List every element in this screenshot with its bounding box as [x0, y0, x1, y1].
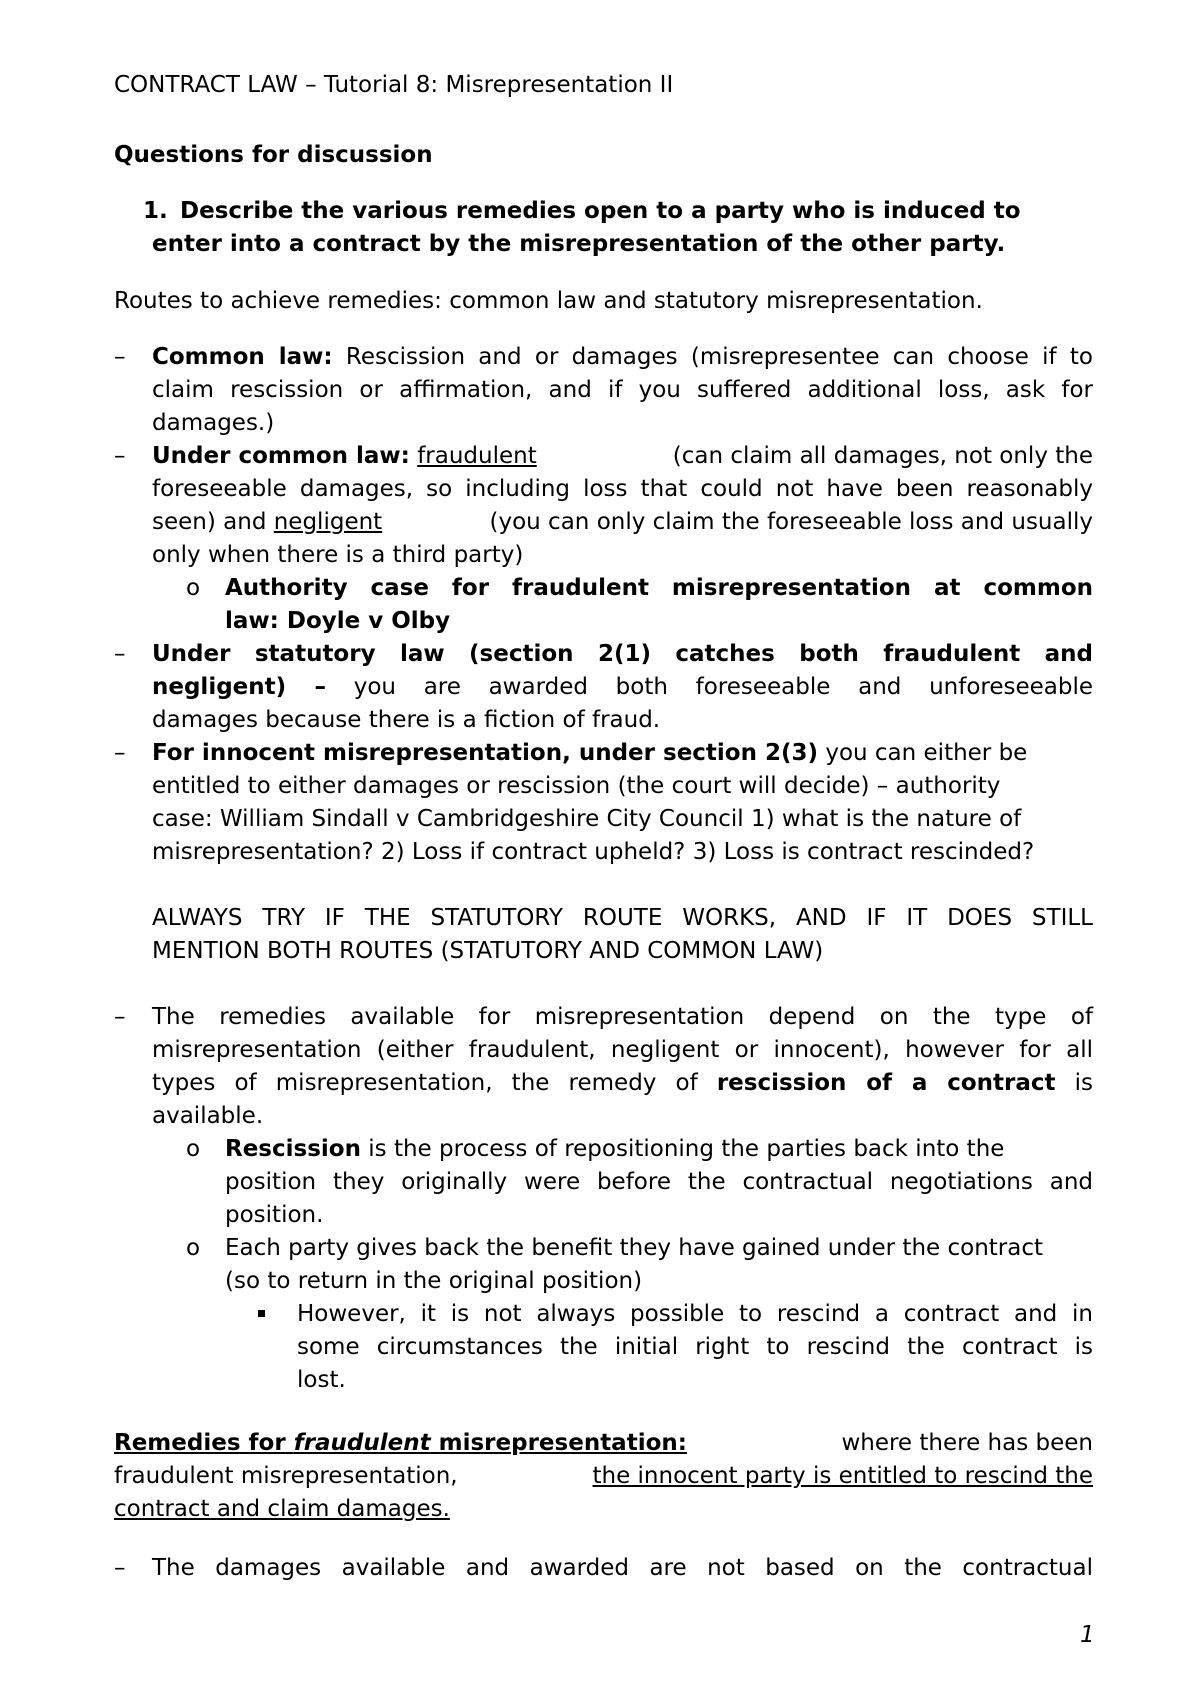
sub-bullet-rescission: Rescission is the process of repositioning the parties back into the: [225, 1136, 1005, 1162]
bullet-line: claim rescission or affirmation, and if you suffered additional loss, ask for: [152, 377, 1093, 403]
bullet-line: foreseeable damages, so including loss that could not have been reasonably: [152, 476, 1093, 502]
circle-bullet: o: [186, 1136, 201, 1162]
sub-bullet-line: (so to return in the original position): [225, 1268, 643, 1294]
sub-bullet-line: law: Doyle v Olby: [225, 608, 451, 634]
square-bullet-line: lost.: [297, 1367, 346, 1393]
bullet-common-law: Common law: Rescission and or damages (misrepresentee can choose if to: [152, 344, 1093, 370]
sub-bullet-authority: Authority case for fraudulent misrepresentation at common: [225, 575, 1093, 601]
bullet-line: only when there is a third party): [152, 542, 524, 568]
bullet-remedies: The remedies available for misrepresentation depend on the type of: [152, 1004, 1093, 1030]
dash-bullet: –: [114, 1555, 126, 1581]
sub-bullet-line: position.: [225, 1202, 324, 1228]
bullet-line: misrepresentation (either fraudulent, negligent or innocent), however for all: [152, 1037, 1093, 1063]
section-heading: Questions for discussion: [114, 142, 433, 168]
routes-paragraph: Routes to achieve remedies: common law and statutory misrepresentation.: [114, 288, 983, 314]
bullet-line: misrepresentation? 2) Loss if contract upheld? 3) Loss is contract rescinded?: [152, 839, 1035, 865]
dash-bullet: –: [114, 443, 126, 469]
bullet-line: available.: [152, 1103, 264, 1129]
question-number: 1.: [143, 198, 168, 224]
bullet-line: seen) and negligent (you can only claim the foreseeable loss and usually: [152, 509, 1093, 535]
sub-bullet-line: position they originally were before the contractual negotiations and: [225, 1169, 1093, 1195]
bullet-line: damages.): [152, 410, 275, 436]
circle-bullet: o: [186, 575, 201, 601]
fraudulent-remedies-heading: Remedies for fraudulent misrepresentation: where there has been: [114, 1430, 1093, 1456]
bullet-line: damages because there is a fiction of fraud.: [152, 707, 661, 733]
paragraph-line: contract and claim damages.: [114, 1496, 450, 1522]
bullet-damages: The damages available and awarded are not based on the contractual: [152, 1555, 1093, 1581]
sub-bullet-each-party: Each party gives back the benefit they have gained under the contract: [225, 1235, 1044, 1261]
bullet-under-common-law: Under common law: fraudulent (can claim all damages, not only the: [152, 443, 1093, 469]
dash-bullet: –: [114, 740, 126, 766]
square-bullet-line: some circumstances the initial right to rescind the contract is: [297, 1334, 1093, 1360]
square-bullet-item: However, it is not always possible to rescind a contract and in: [297, 1301, 1093, 1327]
dash-bullet: –: [114, 1004, 126, 1030]
paragraph-line: fraudulent misrepresentation, the innocent party is entitled to rescind the: [114, 1463, 1093, 1489]
bullet-statutory: Under statutory law (section 2(1) catches both fraudulent and: [152, 641, 1093, 667]
bullet-line: case: William Sindall v Cambridgeshire City Council 1) what is the nature of: [152, 806, 1022, 832]
dash-bullet: –: [114, 344, 126, 370]
page-number: 1: [1080, 1622, 1095, 1648]
dash-bullet: –: [114, 641, 126, 667]
circle-bullet: o: [186, 1235, 201, 1261]
bullet-line: types of misrepresentation, the remedy of rescission of a contract is: [152, 1070, 1093, 1096]
page-header: CONTRACT LAW – Tutorial 8: Misrepresentation II: [114, 72, 674, 98]
bullet-line: negligent) – you are awarded both foreseeable and unforeseeable: [152, 674, 1094, 700]
caps-note: ALWAYS TRY IF THE STATUTORY ROUTE WORKS, AND IF IT DOES STILL: [152, 905, 1093, 931]
question-line: Describe the various remedies open to a party who is induced to: [180, 198, 1021, 224]
question-line: enter into a contract by the misrepresentation of the other party.: [152, 231, 1006, 257]
caps-note-line: MENTION BOTH ROUTES (STATUTORY AND COMMON LAW): [152, 938, 824, 964]
square-bullet-icon: [258, 1310, 265, 1317]
bullet-innocent: For innocent misrepresentation, under section 2(3) you can either be: [152, 740, 1028, 766]
bullet-line: entitled to either damages or rescission (the court will decide) – authority: [152, 773, 1001, 799]
